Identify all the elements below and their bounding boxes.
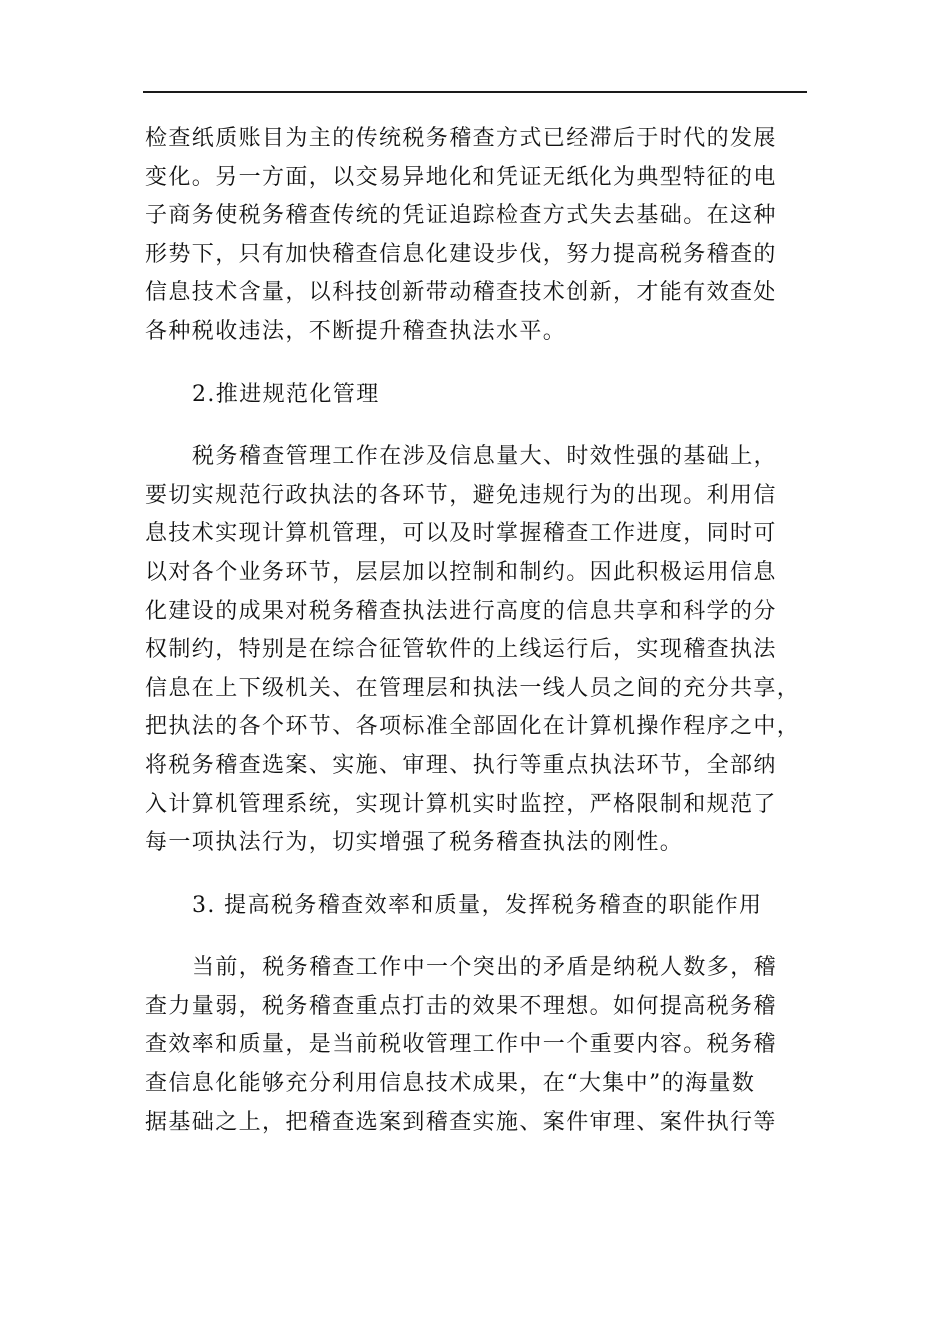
paragraph-line: 每一项执法行为，切实增强了税务稽查执法的刚性。 — [145, 830, 684, 856]
paragraph-line: 将税务稽查选案、实施、审理、执行等重点执法环节，全部纳 — [145, 752, 777, 778]
document-body — [145, 120, 807, 1142]
paragraph-gap — [145, 352, 807, 376]
paragraph-line: 信息在上下级机关、在管理层和执法一线人员之间的充分共享， — [145, 675, 801, 701]
paragraph-gap — [145, 863, 807, 887]
paragraph-line: 以对各个业务环节，层层加以控制和制约。因此积极运用信息 — [145, 559, 777, 585]
paragraph-gap — [145, 925, 807, 949]
paragraph-line: 查效率和质量，是当前税收管理工作中一个重要内容。税务稽 — [145, 1032, 777, 1058]
paragraph-3 — [145, 949, 807, 1142]
paragraph-line: 检查纸质账目为主的传统税务稽查方式已经滞后于时代的发展 — [145, 126, 777, 151]
paragraph-line: 税务稽查管理工作在涉及信息量大、时效性强的基础上， — [192, 444, 778, 470]
paragraph-line: 信息技术含量，以科技创新带动稽查技术创新，才能有效查处 — [145, 280, 777, 306]
section-heading-text: 3. 提高税务稽查效率和质量，发挥税务稽查的职能作用 — [192, 892, 763, 918]
paragraph-line: 变化。另一方面，以交易异地化和凭证无纸化为典型特征的电 — [145, 164, 777, 190]
paragraph-line: 子商务使税务稽查传统的凭证追踪检查方式失去基础。在这种 — [145, 203, 777, 229]
paragraph-1 — [145, 120, 807, 352]
section-heading-2 — [145, 376, 807, 415]
paragraph-line: 形势下，只有加快稽查信息化建设步伐，努力提高税务稽查的 — [145, 241, 777, 267]
paragraph-line: 要切实规范行政执法的各环节，避免违规行为的出现。利用信 — [145, 482, 777, 508]
paragraph-gap — [145, 414, 807, 438]
paragraph-line: 查力量弱，税务稽查重点打击的效果不理想。如何提高税务稽 — [145, 993, 777, 1019]
paragraph-line: 化建设的成果对税务稽查执法进行高度的信息共享和科学的分 — [145, 598, 777, 624]
paragraph-line: 当前，税务稽查工作中一个突出的矛盾是纳税人数多，稽 — [192, 955, 778, 981]
section-heading-text: 2.推进规范化管理 — [192, 381, 380, 407]
paragraph-line: 把执法的各个环节、各项标准全部固化在计算机操作程序之中， — [145, 714, 801, 740]
paragraph-line: 入计算机管理系统，实现计算机实时监控，严格限制和规范了 — [145, 791, 777, 817]
header-rule — [143, 91, 807, 93]
paragraph-line: 各种税收违法，不断提升稽查执法水平。 — [145, 318, 567, 344]
section-heading-3 — [145, 887, 807, 926]
paragraph-line: 息技术实现计算机管理，可以及时掌握稽查工作进度，同时可 — [145, 521, 777, 547]
paragraph-line: 权制约，特别是在综合征管软件的上线运行后，实现稽查执法 — [145, 637, 777, 663]
paragraph-line: 查信息化能够充分利用信息技术成果，在“大集中”的海量数 — [145, 1071, 756, 1097]
paragraph-line: 据基础之上，把稽查选案到稽查实施、案件审理、案件执行等 — [145, 1109, 777, 1135]
paragraph-2 — [145, 438, 807, 863]
